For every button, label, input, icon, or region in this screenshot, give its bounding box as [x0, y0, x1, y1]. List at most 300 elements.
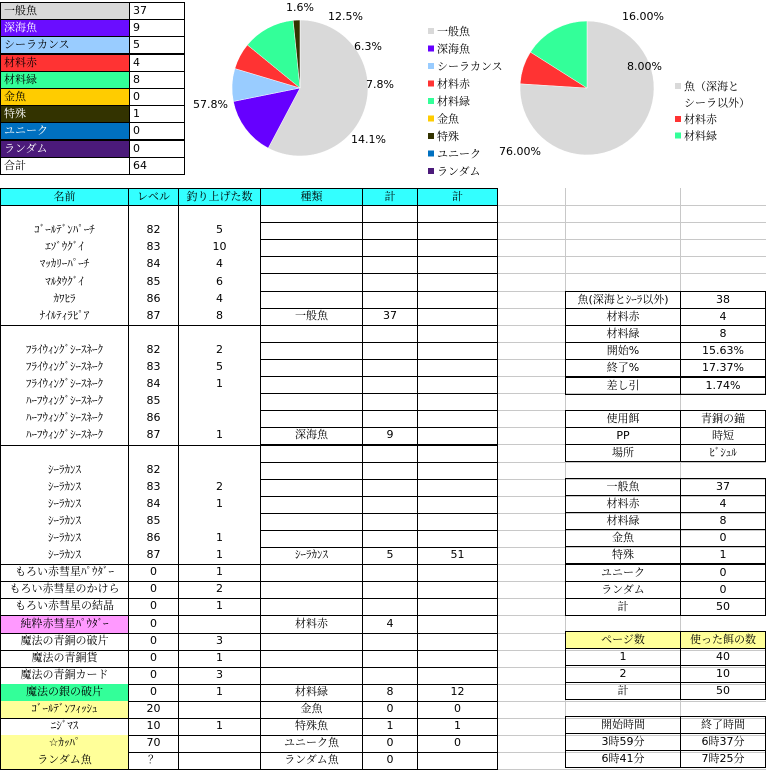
table-cell[interactable]: 2	[178, 479, 261, 497]
stats-label[interactable]: 使用餌	[565, 410, 681, 428]
table-cell[interactable]	[417, 479, 498, 497]
summary-label[interactable]: 特殊	[0, 105, 130, 123]
table-cell[interactable]: ﾆｼﾞﾏｽ	[0, 718, 129, 736]
table-cell[interactable]: 1	[178, 376, 261, 394]
table-cell[interactable]	[417, 359, 498, 377]
summary-label[interactable]: 材料赤	[0, 54, 130, 72]
stats-value[interactable]: 50	[680, 682, 766, 700]
table-cell[interactable]: ｺﾞｰﾙﾃﾞﾝﾌｨｯｼｭ	[0, 701, 129, 719]
table-cell[interactable]	[417, 410, 498, 428]
stats-value[interactable]: 4	[680, 308, 766, 326]
table-cell[interactable]: ユニーク魚	[260, 735, 363, 753]
stats-value[interactable]: 0	[680, 564, 766, 582]
table-cell[interactable]	[0, 325, 129, 343]
table-cell[interactable]	[260, 496, 363, 514]
table-cell[interactable]: 0	[128, 684, 179, 702]
table-cell[interactable]: 1	[178, 650, 261, 668]
table-cell[interactable]: ｼｰﾗｶﾝｽ	[0, 479, 129, 497]
table-cell[interactable]	[260, 564, 363, 582]
table-cell[interactable]	[417, 530, 498, 548]
legend-label: 深海魚	[437, 42, 470, 56]
legend-label: 特殊	[437, 130, 459, 143]
table-cell[interactable]	[178, 462, 261, 480]
pie-data-label: 14.1%	[351, 133, 386, 146]
table-cell[interactable]: 0	[128, 581, 179, 599]
table-cell[interactable]: 12	[417, 684, 498, 702]
table-cell[interactable]	[362, 359, 418, 377]
table-cell[interactable]: 0	[417, 701, 498, 719]
table-cell[interactable]: ｺﾞｰﾙﾃﾞﾝﾊﾟｰﾁ	[0, 222, 129, 240]
group-divider	[0, 445, 497, 446]
stats-value[interactable]: 15.63%	[680, 342, 766, 360]
table-cell[interactable]: 2	[178, 342, 261, 360]
table-cell[interactable]: 4	[178, 291, 261, 309]
table-cell[interactable]: 87	[128, 547, 179, 565]
table-cell[interactable]: 材料緑	[260, 684, 363, 702]
table-cell[interactable]: 83	[128, 479, 179, 497]
table-cell[interactable]	[260, 581, 363, 599]
table-cell[interactable]: 1	[178, 564, 261, 582]
table-cell[interactable]: 純粋赤彗星ﾊﾟｳﾀﾞｰ	[0, 616, 129, 634]
table-cell[interactable]	[417, 376, 498, 394]
table-cell[interactable]: 1	[178, 547, 261, 565]
table-cell[interactable]: 1	[178, 427, 261, 445]
stats-header[interactable]: 使った餌の数	[680, 631, 766, 649]
legend-swatch	[428, 28, 434, 34]
stats-value[interactable]: 6時37分	[680, 733, 766, 751]
table-cell[interactable]: もろい赤彗星のかけら	[0, 581, 129, 599]
legend-swatch	[675, 133, 681, 139]
summary-label[interactable]: ランダム	[0, 140, 130, 158]
table-cell[interactable]: ﾊｰﾌｳｨﾝｸﾞｼｰｽﾈｰｸ	[0, 393, 129, 411]
table-cell[interactable]	[128, 445, 179, 463]
table-cell[interactable]: 1	[178, 530, 261, 548]
table-cell[interactable]: 20	[128, 701, 179, 719]
stats-header[interactable]: ページ数	[565, 631, 681, 649]
table-cell[interactable]: 1	[178, 496, 261, 514]
legend-label: 金魚	[437, 112, 459, 126]
table-cell[interactable]: もろい赤彗星の結晶	[0, 598, 129, 616]
table-cell[interactable]: 84	[128, 376, 179, 394]
table-cell[interactable]: ？	[128, 752, 179, 770]
table-cell[interactable]: 0	[362, 701, 418, 719]
table-cell[interactable]	[178, 445, 261, 463]
legend-swatch	[675, 116, 681, 122]
table-cell[interactable]: 0	[128, 633, 179, 651]
table-cell[interactable]	[362, 513, 418, 531]
table-cell[interactable]: 83	[128, 239, 179, 257]
table-cell[interactable]: 魔法の青銅の破片	[0, 633, 129, 651]
table-cell[interactable]: 86	[128, 530, 179, 548]
summary-label[interactable]: ユニーク	[0, 122, 130, 140]
table-cell[interactable]	[260, 274, 363, 292]
table-cell[interactable]: ﾌﾗｲｳｨﾝｸﾞｼｰｽﾈｰｸ	[0, 342, 129, 360]
table-cell[interactable]: 8	[362, 684, 418, 702]
table-cell[interactable]: ｼｰﾗｶﾝｽ	[0, 547, 129, 565]
table-cell[interactable]: 深海魚	[260, 427, 363, 445]
table-cell[interactable]	[417, 598, 498, 616]
table-cell[interactable]	[260, 291, 363, 309]
stats-value[interactable]: 38	[680, 291, 766, 309]
table-cell[interactable]: 0	[128, 667, 179, 685]
table-cell[interactable]	[178, 410, 261, 428]
table-cell[interactable]	[260, 342, 363, 360]
table-cell[interactable]	[417, 581, 498, 599]
legend-swatch	[428, 81, 434, 87]
table-cell[interactable]: 3	[178, 633, 261, 651]
stats-value[interactable]: 8	[680, 325, 766, 343]
table-cell[interactable]	[178, 513, 261, 531]
table-cell[interactable]: 1	[178, 718, 261, 736]
table-cell[interactable]: 37	[362, 308, 418, 326]
table-cell[interactable]: 85	[128, 274, 179, 292]
column-header[interactable]: レベル	[128, 188, 179, 206]
table-cell[interactable]	[178, 616, 261, 634]
summary-value[interactable]: 0	[129, 122, 185, 140]
table-cell[interactable]: 1	[362, 718, 418, 736]
stats-label[interactable]: 特殊	[565, 546, 681, 564]
table-cell[interactable]	[417, 427, 498, 445]
table-cell[interactable]	[362, 410, 418, 428]
pie-data-label: 6.3%	[354, 40, 382, 53]
table-cell[interactable]	[128, 325, 179, 343]
table-cell[interactable]	[260, 239, 363, 257]
table-cell[interactable]	[417, 342, 498, 360]
table-cell[interactable]	[260, 325, 363, 343]
table-cell[interactable]: 70	[128, 735, 179, 753]
table-cell[interactable]: 0	[128, 564, 179, 582]
summary-value[interactable]: 9	[129, 19, 185, 37]
table-cell[interactable]	[362, 222, 418, 240]
stats-value[interactable]: 17.37%	[680, 359, 766, 377]
stats-label[interactable]: 魚(深海とｼｰﾗ以外)	[565, 291, 681, 309]
table-cell[interactable]	[417, 308, 498, 326]
legend-label: シーラカンス	[437, 60, 503, 73]
legend-swatch	[428, 133, 434, 139]
table-cell[interactable]	[362, 274, 418, 292]
table-cell[interactable]	[417, 445, 498, 463]
table-cell[interactable]	[362, 530, 418, 548]
stats-label[interactable]: 6時41分	[565, 750, 681, 768]
summary-value[interactable]: 1	[129, 105, 185, 123]
table-cell[interactable]: 51	[417, 547, 498, 565]
table-cell[interactable]	[260, 205, 363, 223]
table-cell[interactable]: ｼｰﾗｶﾝｽ	[0, 462, 129, 480]
table-cell[interactable]: 魔法の銀の破片	[0, 684, 129, 702]
table-cell[interactable]	[362, 462, 418, 480]
table-cell[interactable]: 5	[362, 547, 418, 565]
summary-value[interactable]: 64	[129, 157, 185, 175]
table-cell[interactable]: 一般魚	[260, 308, 363, 326]
table-cell[interactable]: 3	[178, 667, 261, 685]
table-cell[interactable]: ﾌﾗｲｳｨﾝｸﾞｼｰｽﾈｰｸ	[0, 359, 129, 377]
table-cell[interactable]	[362, 479, 418, 497]
stats-value[interactable]: 50	[680, 598, 766, 616]
table-cell[interactable]	[260, 479, 363, 497]
stats-label[interactable]: ランダム	[565, 581, 681, 599]
legend-swatch	[428, 46, 434, 52]
column-header[interactable]: 計	[417, 188, 498, 206]
group-divider	[0, 325, 497, 326]
legend-swatch	[675, 83, 681, 89]
stats-label[interactable]: 金魚	[565, 529, 681, 547]
table-cell[interactable]: ランダム魚	[260, 752, 363, 770]
stats-label[interactable]: 計	[565, 598, 681, 616]
legend-label: 魚（深海と	[684, 80, 739, 93]
table-cell[interactable]: ﾊｰﾌｳｨﾝｸﾞｼｰｽﾈｰｸ	[0, 427, 129, 445]
pie-data-label: 16.00%	[622, 10, 664, 23]
table-cell[interactable]	[362, 239, 418, 257]
table-cell[interactable]: 82	[128, 342, 179, 360]
table-cell[interactable]	[362, 564, 418, 582]
table-cell[interactable]	[178, 735, 261, 753]
table-cell[interactable]: もろい赤彗星ﾊﾟｳﾀﾞｰ	[0, 564, 129, 582]
legend-label: 材料緑	[437, 95, 470, 108]
table-cell[interactable]	[260, 256, 363, 274]
summary-label[interactable]: 材料緑	[0, 71, 130, 89]
table-cell[interactable]	[128, 205, 179, 223]
table-cell[interactable]	[417, 667, 498, 685]
table-cell[interactable]: 魔法の青銅カード	[0, 667, 129, 685]
legend-swatch	[428, 98, 434, 104]
table-cell[interactable]	[362, 205, 418, 223]
table-cell[interactable]	[417, 325, 498, 343]
table-cell[interactable]	[417, 752, 498, 770]
table-cell[interactable]: 84	[128, 256, 179, 274]
table-cell[interactable]: 85	[128, 513, 179, 531]
table-cell[interactable]	[362, 393, 418, 411]
table-cell[interactable]	[178, 393, 261, 411]
table-cell[interactable]	[417, 513, 498, 531]
table-cell[interactable]: ｼｰﾗｶﾝｽ	[0, 496, 129, 514]
stats-header[interactable]: 終了時間	[680, 716, 766, 734]
stats-label[interactable]: 材料赤	[565, 495, 681, 513]
table-cell[interactable]: 特殊魚	[260, 718, 363, 736]
stats-value[interactable]: 0	[680, 581, 766, 599]
table-cell[interactable]: 6	[178, 274, 261, 292]
table-cell[interactable]	[362, 581, 418, 599]
table-cell[interactable]: 1	[417, 718, 498, 736]
table-cell[interactable]	[417, 205, 498, 223]
stats-label[interactable]: 1	[565, 648, 681, 666]
table-cell[interactable]	[362, 445, 418, 463]
table-cell[interactable]	[0, 205, 129, 223]
table-cell[interactable]	[362, 376, 418, 394]
table-cell[interactable]: 83	[128, 359, 179, 377]
table-cell[interactable]	[260, 462, 363, 480]
table-cell[interactable]: ｶﾜﾋﾗ	[0, 291, 129, 309]
table-cell[interactable]: 2	[178, 581, 261, 599]
table-cell[interactable]	[260, 667, 363, 685]
stats-value[interactable]: 10	[680, 665, 766, 683]
table-cell[interactable]: ﾏﾙﾀｳｸﾞｲ	[0, 274, 129, 292]
legend-swatch	[428, 63, 434, 69]
table-cell[interactable]	[0, 445, 129, 463]
table-cell[interactable]: 86	[128, 291, 179, 309]
table-cell[interactable]: 84	[128, 496, 179, 514]
table-cell[interactable]	[260, 598, 363, 616]
table-cell[interactable]	[362, 325, 418, 343]
summary-value[interactable]: 8	[129, 71, 185, 89]
table-cell[interactable]: 4	[362, 616, 418, 634]
table-cell[interactable]	[417, 274, 498, 292]
summary-value[interactable]: 5	[129, 36, 185, 54]
stats-label[interactable]: 場所	[565, 444, 681, 462]
table-cell[interactable]	[417, 564, 498, 582]
table-cell[interactable]: 4	[178, 256, 261, 274]
table-cell[interactable]	[417, 616, 498, 634]
summary-label[interactable]: 一般魚	[0, 2, 130, 20]
table-cell[interactable]: 魔法の青銅貨	[0, 650, 129, 668]
column-header[interactable]: 釣り上げた数	[178, 188, 261, 206]
stats-value[interactable]: 4	[680, 495, 766, 513]
table-cell[interactable]: ｼｰﾗｶﾝｽ	[0, 530, 129, 548]
table-cell[interactable]: ﾌﾗｲｳｨﾝｸﾞｼｰｽﾈｰｸ	[0, 376, 129, 394]
table-cell[interactable]: ﾅｲﾙﾃｨﾗﾋﾟｱ	[0, 308, 129, 326]
summary-label[interactable]: 合計	[0, 157, 130, 175]
stats-value[interactable]: 1.74%	[680, 377, 766, 395]
table-cell[interactable]	[260, 393, 363, 411]
stats-label[interactable]: 終了%	[565, 359, 681, 377]
table-cell[interactable]	[417, 496, 498, 514]
table-cell[interactable]: 86	[128, 410, 179, 428]
table-cell[interactable]	[362, 598, 418, 616]
legend-label: 材料緑	[684, 129, 717, 143]
table-cell[interactable]	[260, 222, 363, 240]
stats-label[interactable]: 材料緑	[565, 325, 681, 343]
stats-value[interactable]: 時短	[680, 427, 766, 445]
column-header[interactable]: 計	[362, 188, 418, 206]
table-cell[interactable]: 9	[362, 427, 418, 445]
table-cell[interactable]: 0	[362, 735, 418, 753]
table-cell[interactable]: 1	[178, 684, 261, 702]
table-cell[interactable]: ﾊｰﾌｳｨﾝｸﾞｼｰｽﾈｰｸ	[0, 410, 129, 428]
table-cell[interactable]	[260, 530, 363, 548]
stats-label[interactable]: 2	[565, 665, 681, 683]
table-cell[interactable]: 1	[178, 598, 261, 616]
stats-value[interactable]: 40	[680, 648, 766, 666]
stats-header[interactable]: 開始時間	[565, 716, 681, 734]
table-cell[interactable]	[417, 633, 498, 651]
pie-data-label: 1.6%	[286, 1, 314, 14]
stats-value[interactable]: 37	[680, 478, 766, 496]
stats-value[interactable]: 8	[680, 512, 766, 530]
table-cell[interactable]	[417, 462, 498, 480]
table-cell[interactable]	[178, 701, 261, 719]
summary-value[interactable]: 0	[129, 88, 185, 106]
stats-value[interactable]: ﾋﾞｼｭﾙ	[680, 444, 766, 462]
table-cell[interactable]	[417, 239, 498, 257]
table-cell[interactable]	[260, 633, 363, 651]
material-pie-chart	[495, 0, 766, 185]
table-cell[interactable]: ｴｿﾞｳｸﾞｲ	[0, 239, 129, 257]
table-cell[interactable]: ﾏｯｶﾘｰﾊﾟｰﾁ	[0, 256, 129, 274]
summary-value[interactable]: 37	[129, 2, 185, 20]
stats-value[interactable]: 青銅の錨	[680, 410, 766, 428]
table-cell[interactable]: 10	[178, 239, 261, 257]
legend-label: 材料赤	[437, 77, 470, 91]
column-header[interactable]: 種類	[260, 188, 363, 206]
table-cell[interactable]: 82	[128, 462, 179, 480]
table-cell[interactable]: 0	[417, 735, 498, 753]
table-cell[interactable]	[178, 325, 261, 343]
table-cell[interactable]	[417, 256, 498, 274]
stats-label[interactable]: PP	[565, 427, 681, 445]
stats-label[interactable]: ユニーク	[565, 564, 681, 582]
legend-label: 材料赤	[684, 113, 717, 126]
stats-value[interactable]: 0	[680, 529, 766, 547]
table-cell[interactable]: ☆ｶｯﾊﾟ	[0, 735, 129, 753]
column-header[interactable]: 名前	[0, 188, 129, 206]
stats-label[interactable]: 一般魚	[565, 478, 681, 496]
table-cell[interactable]: 0	[128, 598, 179, 616]
pie-data-label: 12.5%	[328, 10, 363, 23]
stats-value[interactable]: 7時25分	[680, 750, 766, 768]
table-cell[interactable]: 5	[178, 359, 261, 377]
stats-label[interactable]: 材料緑	[565, 512, 681, 530]
table-cell[interactable]: 87	[128, 427, 179, 445]
table-cell[interactable]: 0	[128, 616, 179, 634]
stats-value[interactable]: 1	[680, 546, 766, 564]
category-pie-chart	[185, 0, 510, 185]
table-cell[interactable]: 8	[178, 308, 261, 326]
table-cell[interactable]: 85	[128, 393, 179, 411]
table-cell[interactable]	[260, 513, 363, 531]
table-cell[interactable]: 5	[178, 222, 261, 240]
table-cell[interactable]: 87	[128, 308, 179, 326]
table-cell[interactable]	[260, 650, 363, 668]
table-cell[interactable]: ランダム魚	[0, 752, 129, 770]
summary-label[interactable]: 金魚	[0, 88, 130, 106]
legend-swatch	[428, 168, 434, 174]
table-cell[interactable]	[260, 445, 363, 463]
table-cell[interactable]	[417, 650, 498, 668]
summary-value[interactable]: 4	[129, 54, 185, 72]
table-cell[interactable]	[362, 291, 418, 309]
table-cell[interactable]: ｼｰﾗｶﾝｽ	[0, 513, 129, 531]
table-cell[interactable]	[260, 410, 363, 428]
table-cell[interactable]	[417, 222, 498, 240]
table-cell[interactable]: 82	[128, 222, 179, 240]
stats-label[interactable]: 開始%	[565, 342, 681, 360]
table-cell[interactable]: ｼｰﾗｶﾝｽ	[260, 547, 363, 565]
table-cell[interactable]: 金魚	[260, 701, 363, 719]
table-cell[interactable]	[362, 256, 418, 274]
table-cell[interactable]	[178, 752, 261, 770]
table-cell[interactable]	[178, 205, 261, 223]
table-cell[interactable]	[362, 496, 418, 514]
stats-label[interactable]: 差し引	[565, 377, 681, 395]
table-cell[interactable]	[260, 359, 363, 377]
summary-label[interactable]: 深海魚	[0, 19, 130, 37]
table-cell[interactable]	[417, 291, 498, 309]
table-cell[interactable]: 材料赤	[260, 616, 363, 634]
stats-label[interactable]: 材料赤	[565, 308, 681, 326]
table-cell[interactable]	[362, 667, 418, 685]
table-cell[interactable]: 0	[362, 752, 418, 770]
table-cell[interactable]	[362, 633, 418, 651]
table-cell[interactable]: 0	[128, 650, 179, 668]
table-cell[interactable]	[362, 650, 418, 668]
table-cell[interactable]	[260, 376, 363, 394]
stats-label[interactable]: 3時59分	[565, 733, 681, 751]
table-cell[interactable]: 10	[128, 718, 179, 736]
stats-label[interactable]: 計	[565, 682, 681, 700]
table-cell[interactable]	[362, 342, 418, 360]
summary-value[interactable]: 0	[129, 140, 185, 158]
table-cell[interactable]	[417, 393, 498, 411]
summary-label[interactable]: シーラカンス	[0, 36, 130, 54]
